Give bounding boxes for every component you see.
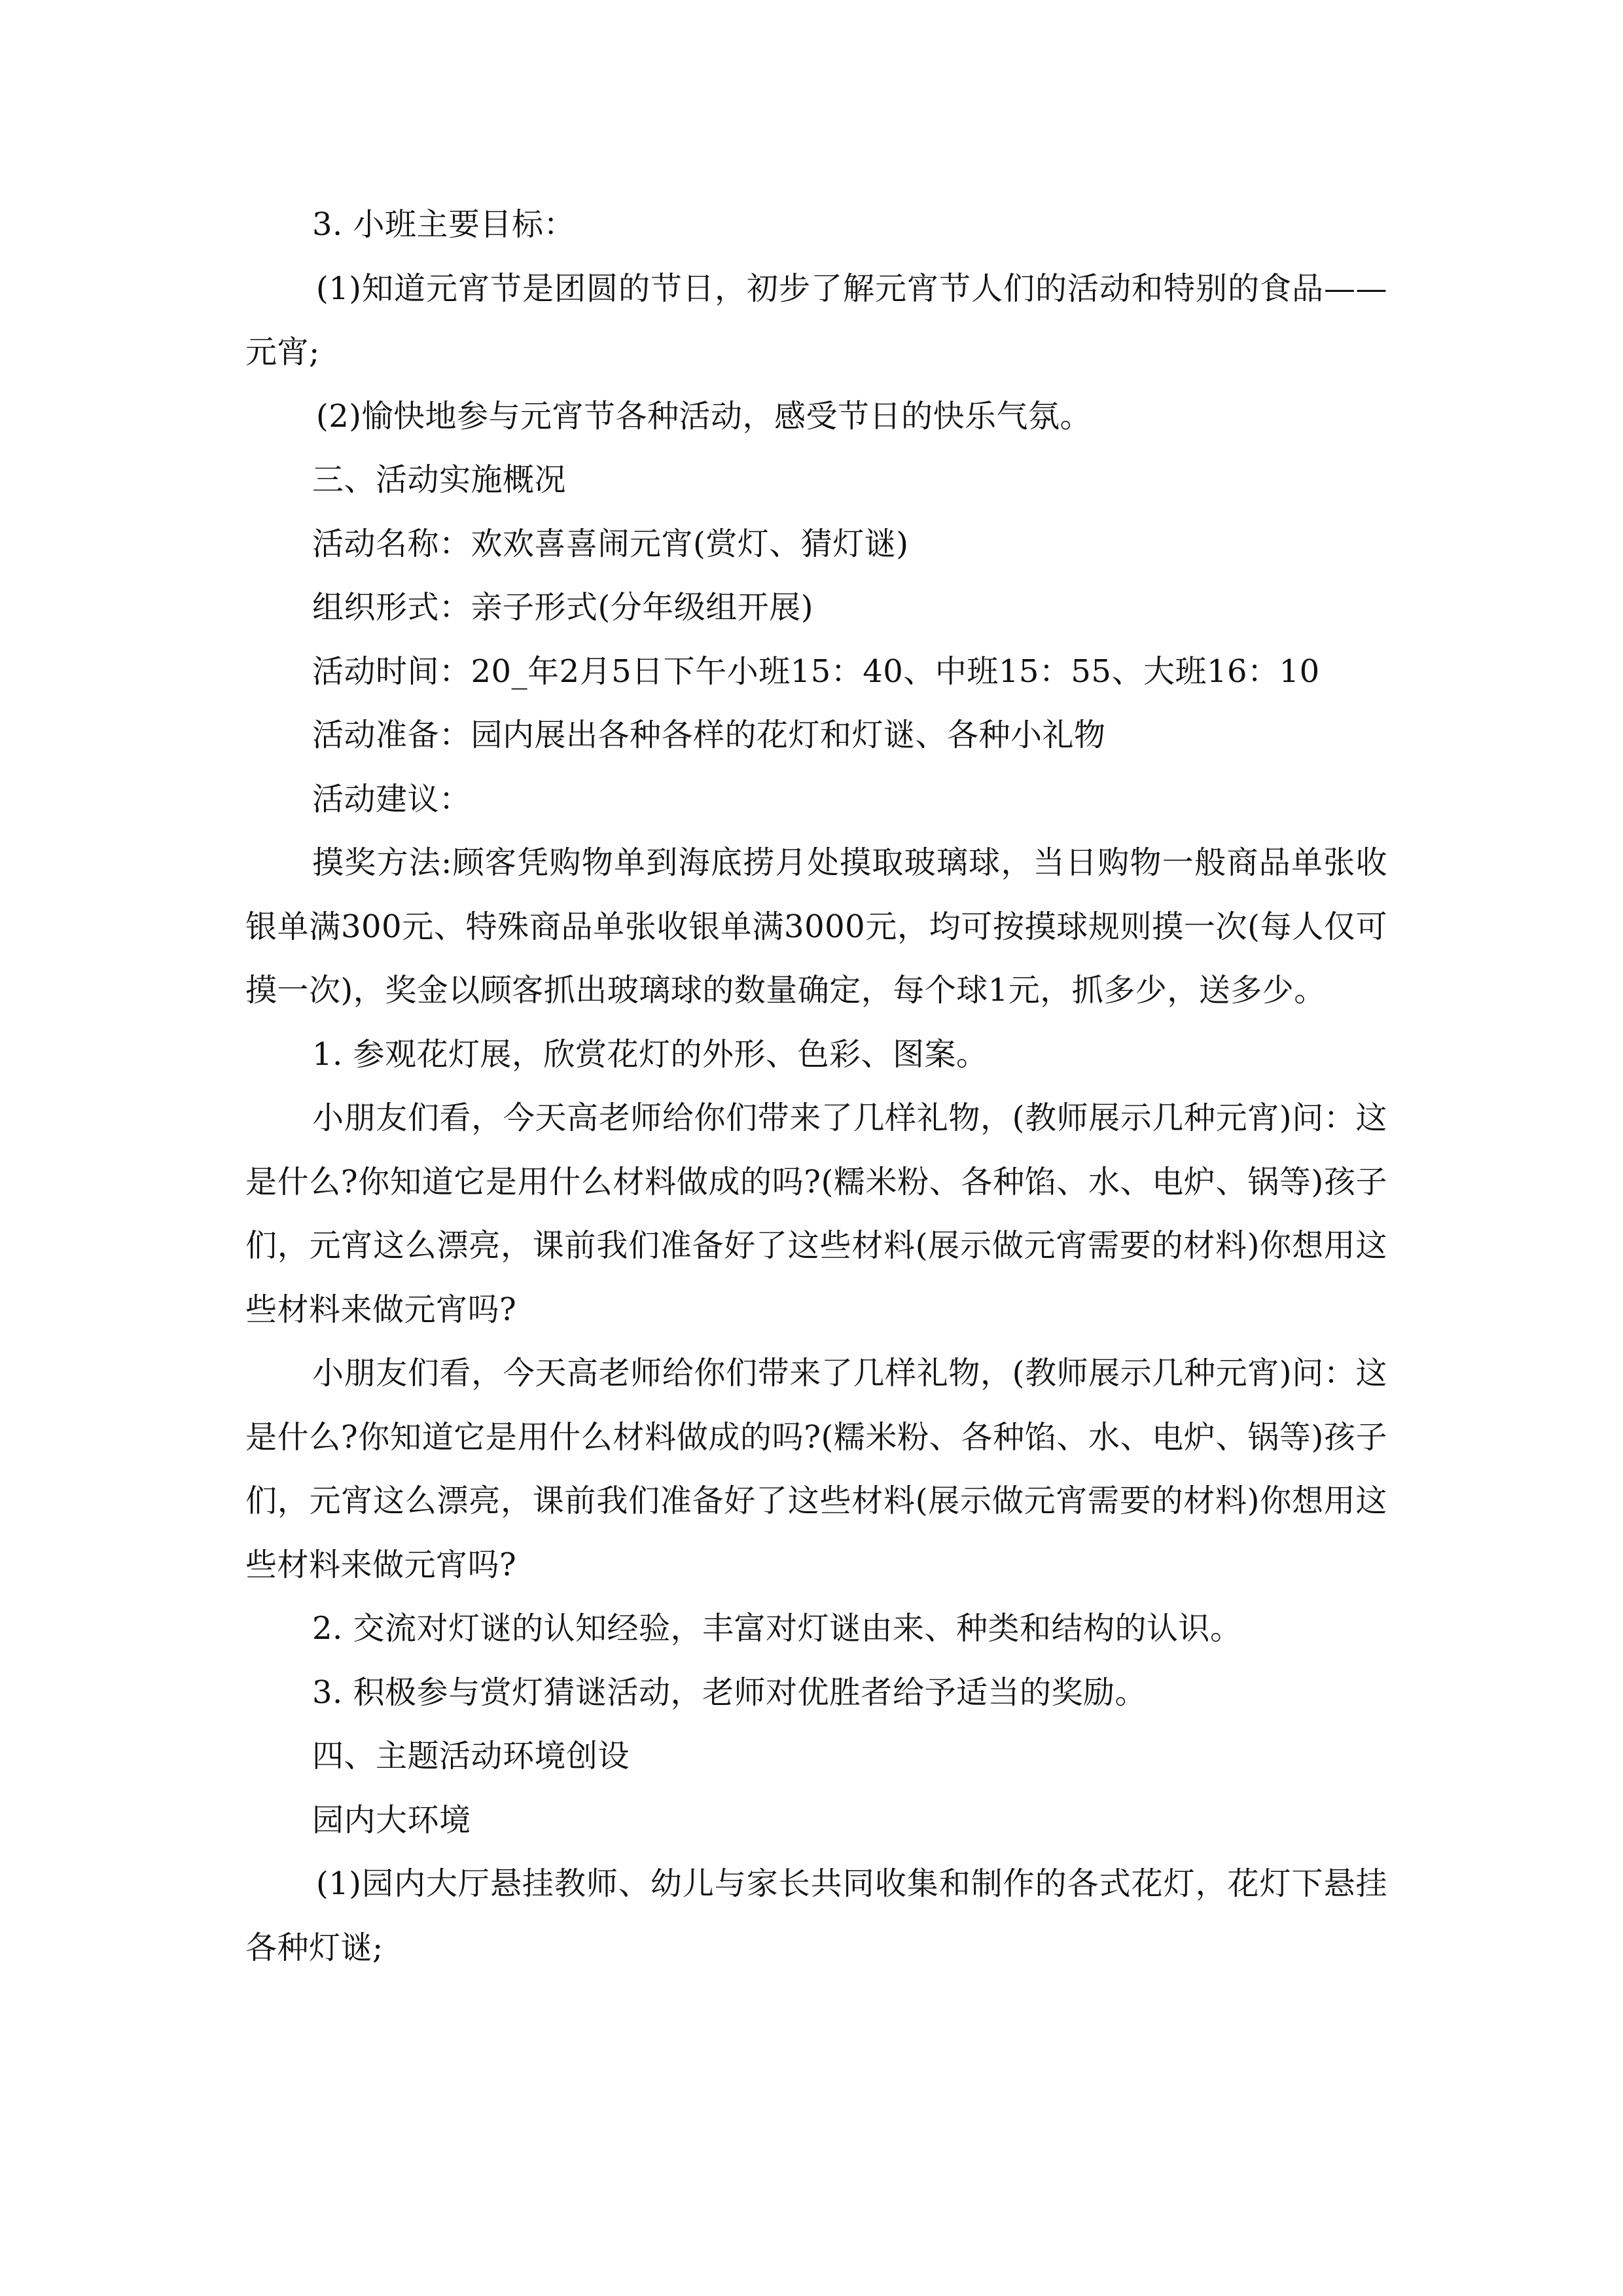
- paragraph-environment-subheading: 园内大环境: [312, 1801, 471, 1839]
- paragraph-activity-preparation: 活动准备：园内展出各种各样的花灯和灯谜、各种小礼物: [312, 717, 1106, 753]
- section-heading-environment: 四、主题活动环境创设: [312, 1738, 630, 1774]
- paragraph-organization: 组织形式：亲子形式(分年级组开展): [312, 589, 813, 626]
- paragraph-class-goals-heading: 3. 小班主要目标：: [312, 206, 576, 243]
- document-body: [245, 193, 1387, 1980]
- paragraph-activity-suggestion: 活动建议：: [312, 780, 471, 817]
- paragraph-environment-1: (1)园内大厅悬挂教师、幼儿与家长共同收集和制作的各式花灯，花灯下悬挂各种灯谜;: [245, 1865, 1387, 1966]
- paragraph-activity-name: 活动名称：欢欢喜喜闹元宵(赏灯、猜灯谜): [312, 525, 909, 562]
- paragraph-activity-time: 活动时间：20_年2月5日下午小班15：40、中班15：55、大班16：10: [312, 653, 1320, 690]
- section-heading-implementation: 三、活动实施概况: [312, 461, 567, 498]
- paragraph-step-1: 1. 参观花灯展，欣赏花灯的外形、色彩、图案。: [312, 1035, 988, 1073]
- paragraph-teacher-dialogue-repeat: 小朋友们看，今天高老师给你们带来了几样礼物，(教师展示几种元宵)问：这是什么?你知道它是用什么材料做成的吗?(糯米粉、各种馅、水、电炉、锅等)孩子们，元宵这么漂亮，课前我们准备好了这些材料(展示做元宵需要的材料)你想用这些材料来做元宵吗?: [245, 1355, 1387, 1583]
- paragraph-step-2: 2. 交流对灯谜的认知经验，丰富对灯谜由来、种类和结构的认识。: [312, 1610, 1242, 1647]
- paragraph-goal-2: (2)愉快地参与元宵节各种活动，感受节日的快乐气氛。: [316, 397, 1092, 435]
- paragraph-step-3: 3. 积极参与赏灯猜谜活动，老师对优胜者给予适当的奖励。: [312, 1674, 1147, 1711]
- paragraph-lottery-method: 摸奖方法:顾客凭购物单到海底捞月处摸取玻璃球，当日购物一般商品单张收银单满300元、特殊商品单张收银单满3000元，均可按摸球规则摸一次(每人仅可摸一次)，奖金以顾客抓出玻璃球的数量确定，每个球1元，抓多少，送多少。: [245, 844, 1387, 1009]
- paragraph-goal-1: (1)知道元宵节是团圆的节日，初步了解元宵节人们的活动和特别的食品——元宵;: [245, 270, 1387, 370]
- paragraph-teacher-dialogue: 小朋友们看，今天高老师给你们带来了几样礼物，(教师展示几种元宵)问：这是什么?你知道它是用什么材料做成的吗?(糯米粉、各种馅、水、电炉、锅等)孩子们，元宵这么漂亮，课前我们准备好了这些材料(展示做元宵需要的材料)你想用这些材料来做元宵吗?: [245, 1100, 1387, 1328]
